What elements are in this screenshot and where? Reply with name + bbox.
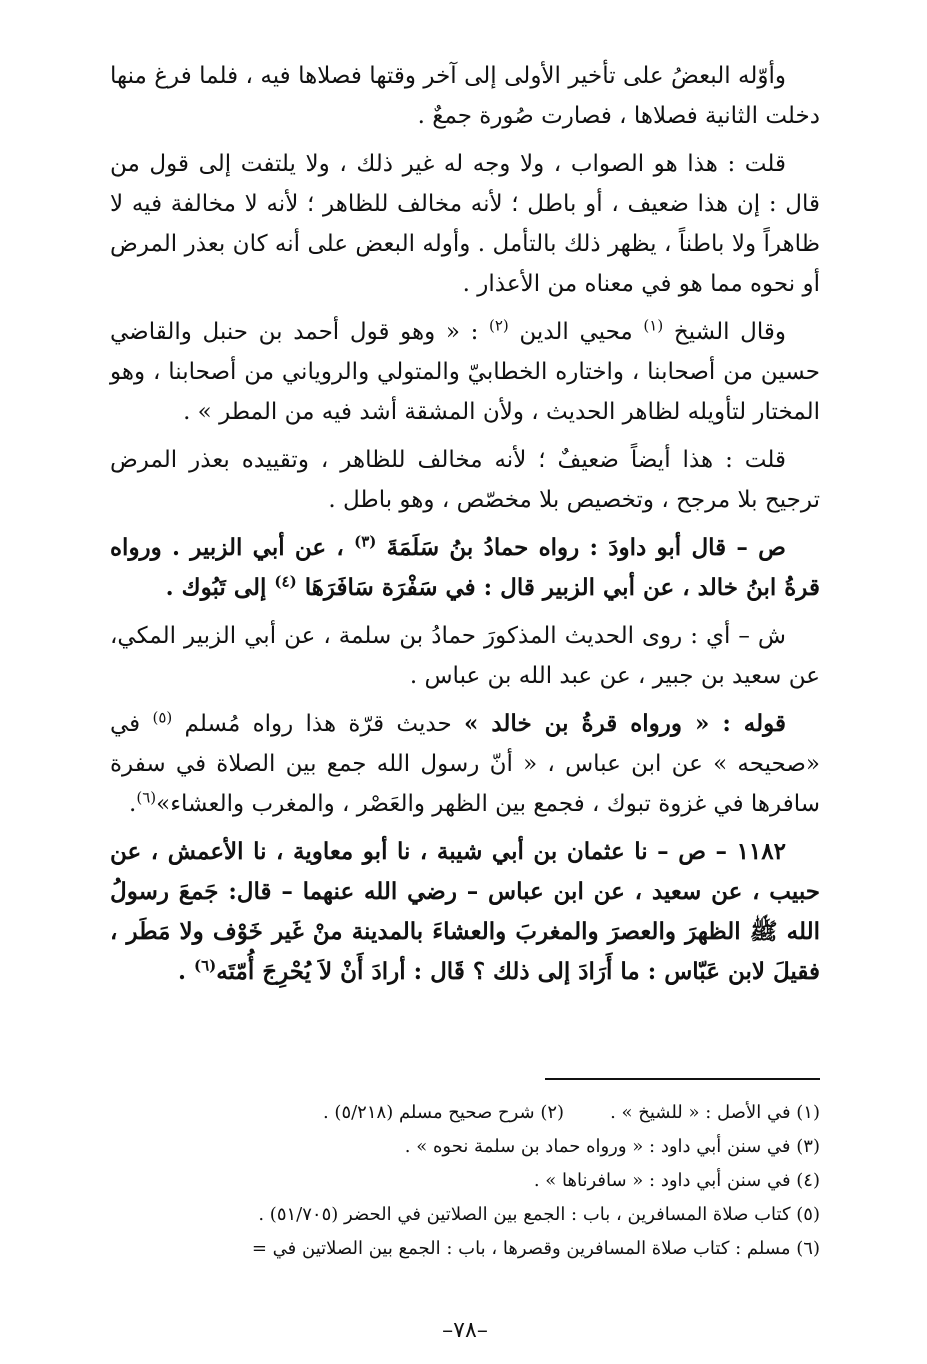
paragraph-3-text-a: وقال الشيخ bbox=[673, 319, 787, 345]
paragraph-7 bbox=[110, 704, 820, 824]
paragraph-1 bbox=[110, 56, 820, 136]
paragraph-3 bbox=[110, 312, 820, 432]
paragraph-5-text-b: ، عن أبي الزبير . ورواه قرةُ ابنُ خالد ، عن أبي الزبير قال : في سَفْرَة سَافَرَهَا bbox=[110, 534, 820, 601]
paragraph-8 bbox=[110, 832, 820, 992]
paragraph-7-text-d: . bbox=[129, 791, 137, 817]
paragraph-2-text: قلت : هذا هو الصواب ، ولا وجه له غير ذلك ، ولا يلتفت إلى قول من قال : إن هذا ضعيف ، أو باطل ؛ لأنه مخالف للظاهر ؛ لأنه لا مخالفة فيه لا ظاهراً ولا باطناً ، يظهر ذلك بالتأمل . وأوله البعض على أنه كان بعذر المرض أو نحوه مما هو في معناه من الأعذار . bbox=[110, 151, 820, 297]
paragraph-4 bbox=[110, 440, 820, 520]
footnote-ref-3: (٣) bbox=[354, 532, 377, 551]
paragraph-7-text-c: في «صحيحه » عن ابن عباس ، « أنّ رسول الله جمع بين الصلاة في سفرة سافرها في غزوة تبوك ، فجمع بين الظهر والعَصْر ، والمغرب والعشاء» bbox=[110, 711, 820, 817]
footnote-6: (٦) مسلم : كتاب صلاة المسافرين وقصرها ، باب : الجمع بين الصلاتين في = bbox=[251, 1238, 820, 1259]
paragraph-8-text-b: . bbox=[177, 958, 186, 985]
footnote-ref-7: (٦) bbox=[193, 956, 217, 975]
paragraph-6 bbox=[110, 616, 820, 696]
paragraph-3-text-b: محيي الدين bbox=[519, 319, 633, 345]
footnote-1: (١) في الأصل : « للشيخ » . bbox=[610, 1102, 820, 1123]
footnote-2: (٢) شرح صحيح مسلم (٥/٢١٨) . bbox=[322, 1102, 565, 1123]
footnote-row-4 bbox=[110, 1164, 820, 1198]
paragraph-1-text: وأوّله البعضُ على تأخير الأولى إلى آخر وقتها فصلاها فيه ، فلما فرغ منها دخلت الثانية فصلاها ، فصارت صُورة جمعٌ . bbox=[110, 63, 820, 129]
page bbox=[110, 56, 820, 1343]
paragraph-6-text: ش – أي : روى الحديث المذكورَ حمادُ بن سلمة ، عن أبي الزبير المكي، عن سعيد بن جبير ، عن عبد الله بن عباس . bbox=[110, 623, 820, 689]
footnote-row-3 bbox=[110, 1130, 820, 1164]
paragraph-2 bbox=[110, 144, 820, 304]
footnote-4: (٤) في سنن أبي داود : « سافرناها » . bbox=[533, 1170, 820, 1191]
paragraph-5-text-c: إلى تَبُوك . bbox=[165, 574, 267, 601]
footnote-separator bbox=[545, 1078, 820, 1080]
footnote-3: (٣) في سنن أبي داود : « ورواه حماد بن سلمة نحوه » . bbox=[404, 1136, 820, 1157]
paragraph-5 bbox=[110, 528, 820, 608]
footnotes bbox=[110, 1096, 820, 1266]
paragraph-7-text-b: حديث قرّة هذا رواه مُسلم bbox=[184, 711, 452, 737]
footnote-row-5 bbox=[110, 1198, 820, 1232]
footnote-ref-4: (٤) bbox=[274, 572, 297, 591]
paragraph-7-text-a: قوله : « ورواه قرةُ بن خالد » bbox=[464, 710, 787, 737]
footnote-ref-5: (٥) bbox=[152, 708, 173, 727]
footnote-ref-6: (٦) bbox=[136, 788, 157, 807]
footnote-ref-2: (٢) bbox=[488, 316, 509, 335]
footnote-ref-1: (١) bbox=[643, 316, 664, 335]
main-text bbox=[110, 56, 820, 992]
paragraph-3-text-c: : « وهو قول أحمد بن حنبل والقاضي حسين من أصحابنا ، واختاره الخطابيّ والمتولي والروياني من أصحابنا ، وهو المختار لتأويله لظاهر الحديث ، ولأن المشقة أشد فيه من المطر » . bbox=[110, 319, 820, 425]
paragraph-8-text-a: ١١٨٢ – ص – نا عثمان بن أبي شيبة ، نا أبو معاوية ، نا الأعمش ، عن حبيب ، عن سعيد ، عن ابن عباس – رضي الله عنهما – قال: جَمعَ رسولُ الله ﷺ الظهرَ والعصرَ والمغربَ والعشاءَ بالمدينة منْ غَير خَوْف ولا مَطَر ، فقيلَ لابن عَبّاس : ما أَرَادَ إلى ذلك ؟ قَال : أرادَ أَنْ لاَ يُحْرِجَ أُمّتَه bbox=[110, 838, 820, 985]
paragraph-4-text: قلت : هذا أيضاً ضعيفٌ ؛ لأنه مخالف للظاهر ، وتقييده بعذر المرض ترجيح بلا مرجح ، وتخصيص بلا مخصّص ، وهو باطل . bbox=[110, 447, 820, 513]
footnote-row-1 bbox=[110, 1096, 820, 1130]
footnote-row-6 bbox=[110, 1232, 820, 1266]
footnote-5: (٥) كتاب صلاة المسافرين ، باب : الجمع بين الصلاتين في الحضر (٥١/٧٠٥) . bbox=[258, 1204, 820, 1225]
page-number: –٧٨– bbox=[442, 1318, 488, 1343]
paragraph-5-text-a: ص – قال أبو داودَ : رواه حمادُ بنُ سَلَمَةَ bbox=[386, 534, 786, 561]
